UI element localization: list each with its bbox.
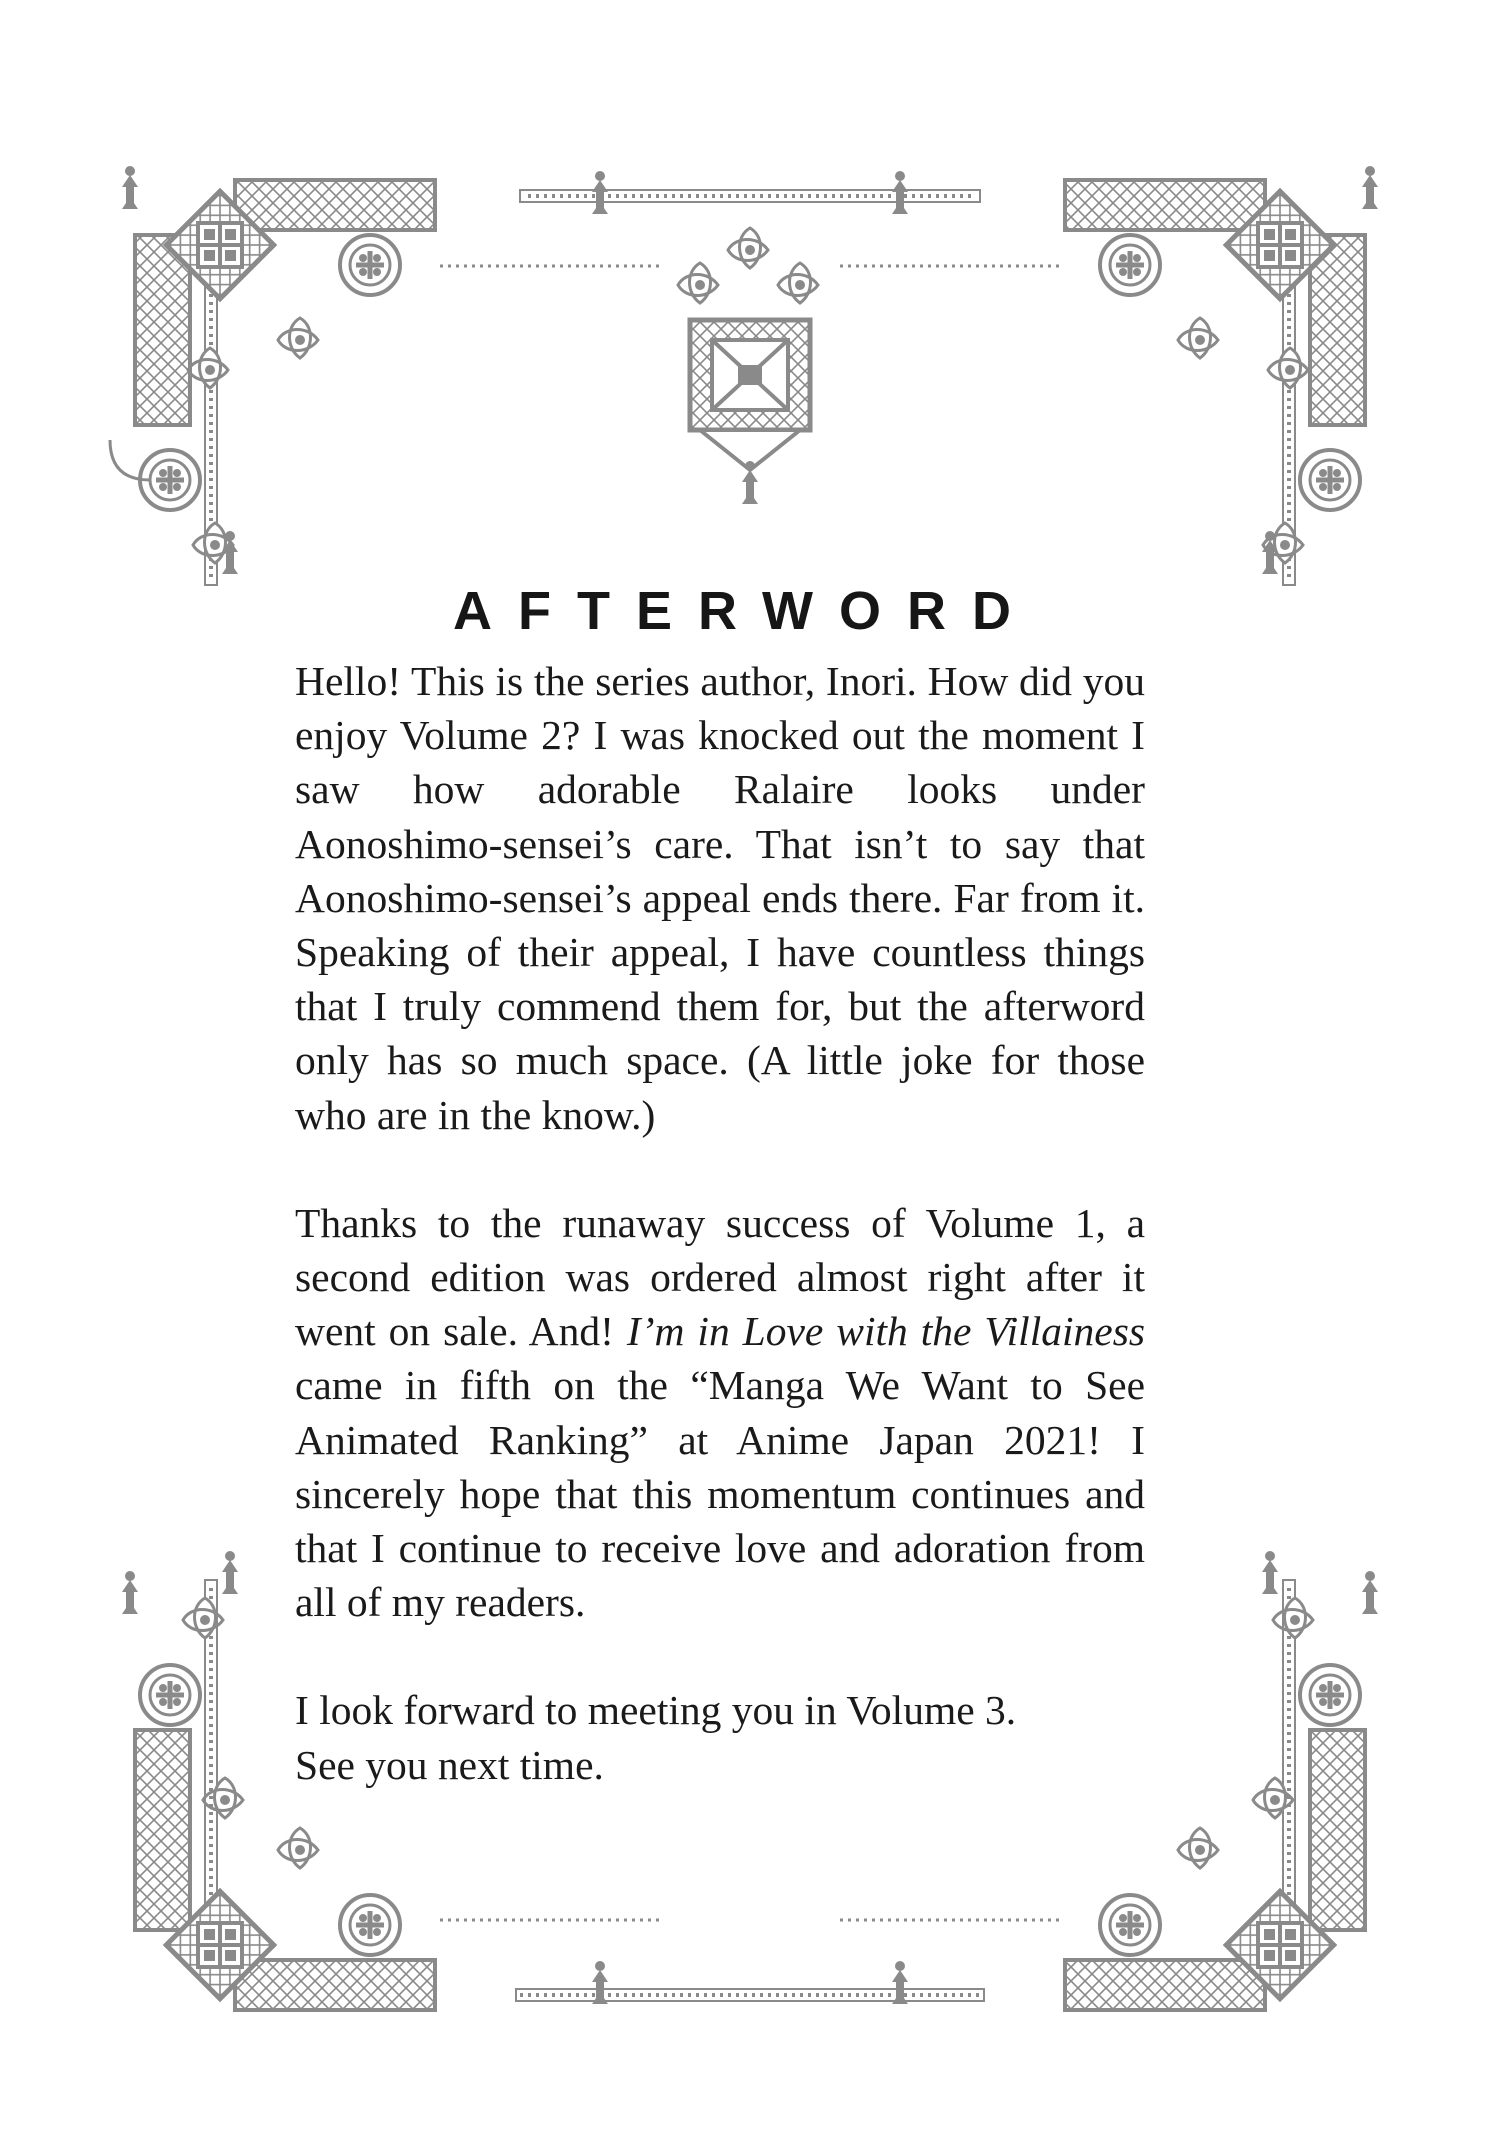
closing-line-1: I look forward to meeting you in Volume 3. [295, 1687, 1017, 1734]
afterword-body [295, 654, 1145, 1846]
paragraph-thanks [295, 1196, 1145, 1630]
paragraph-thanks-text-1: Thanks to the runaway success of Volume 1, a second edition was ordered almost right after it went on sale. And! [295, 1199, 1145, 1355]
closing-line-2: See you next time. [295, 1741, 604, 1788]
page-title: AFTERWORD [453, 581, 1037, 641]
paragraph-closing [295, 1683, 1145, 1791]
paragraph-thanks-text-2: came in fifth on the “Manga We Want to See Animated Ranking” at Anime Japan 2021! I sincerely hope that this momentum continues and that I continue to receive love and adoration from all of my readers. [295, 1362, 1145, 1626]
series-title: I’m in Love with the Villainess [626, 1308, 1145, 1355]
paragraph-intro: Hello! This is the series author, Inori. How did you enjoy Volume 2? I was knocked out the moment I saw how adorable Ralaire looks under Aonoshimo-sensei’s care. That isn’t to say that Aonoshimo-sensei’s appeal ends there. Far from it. Speaking of their appeal, I have countless things that I truly commend them for, but the afterword only has so much space. (A little joke for those who are in the know.) [295, 658, 1145, 1138]
